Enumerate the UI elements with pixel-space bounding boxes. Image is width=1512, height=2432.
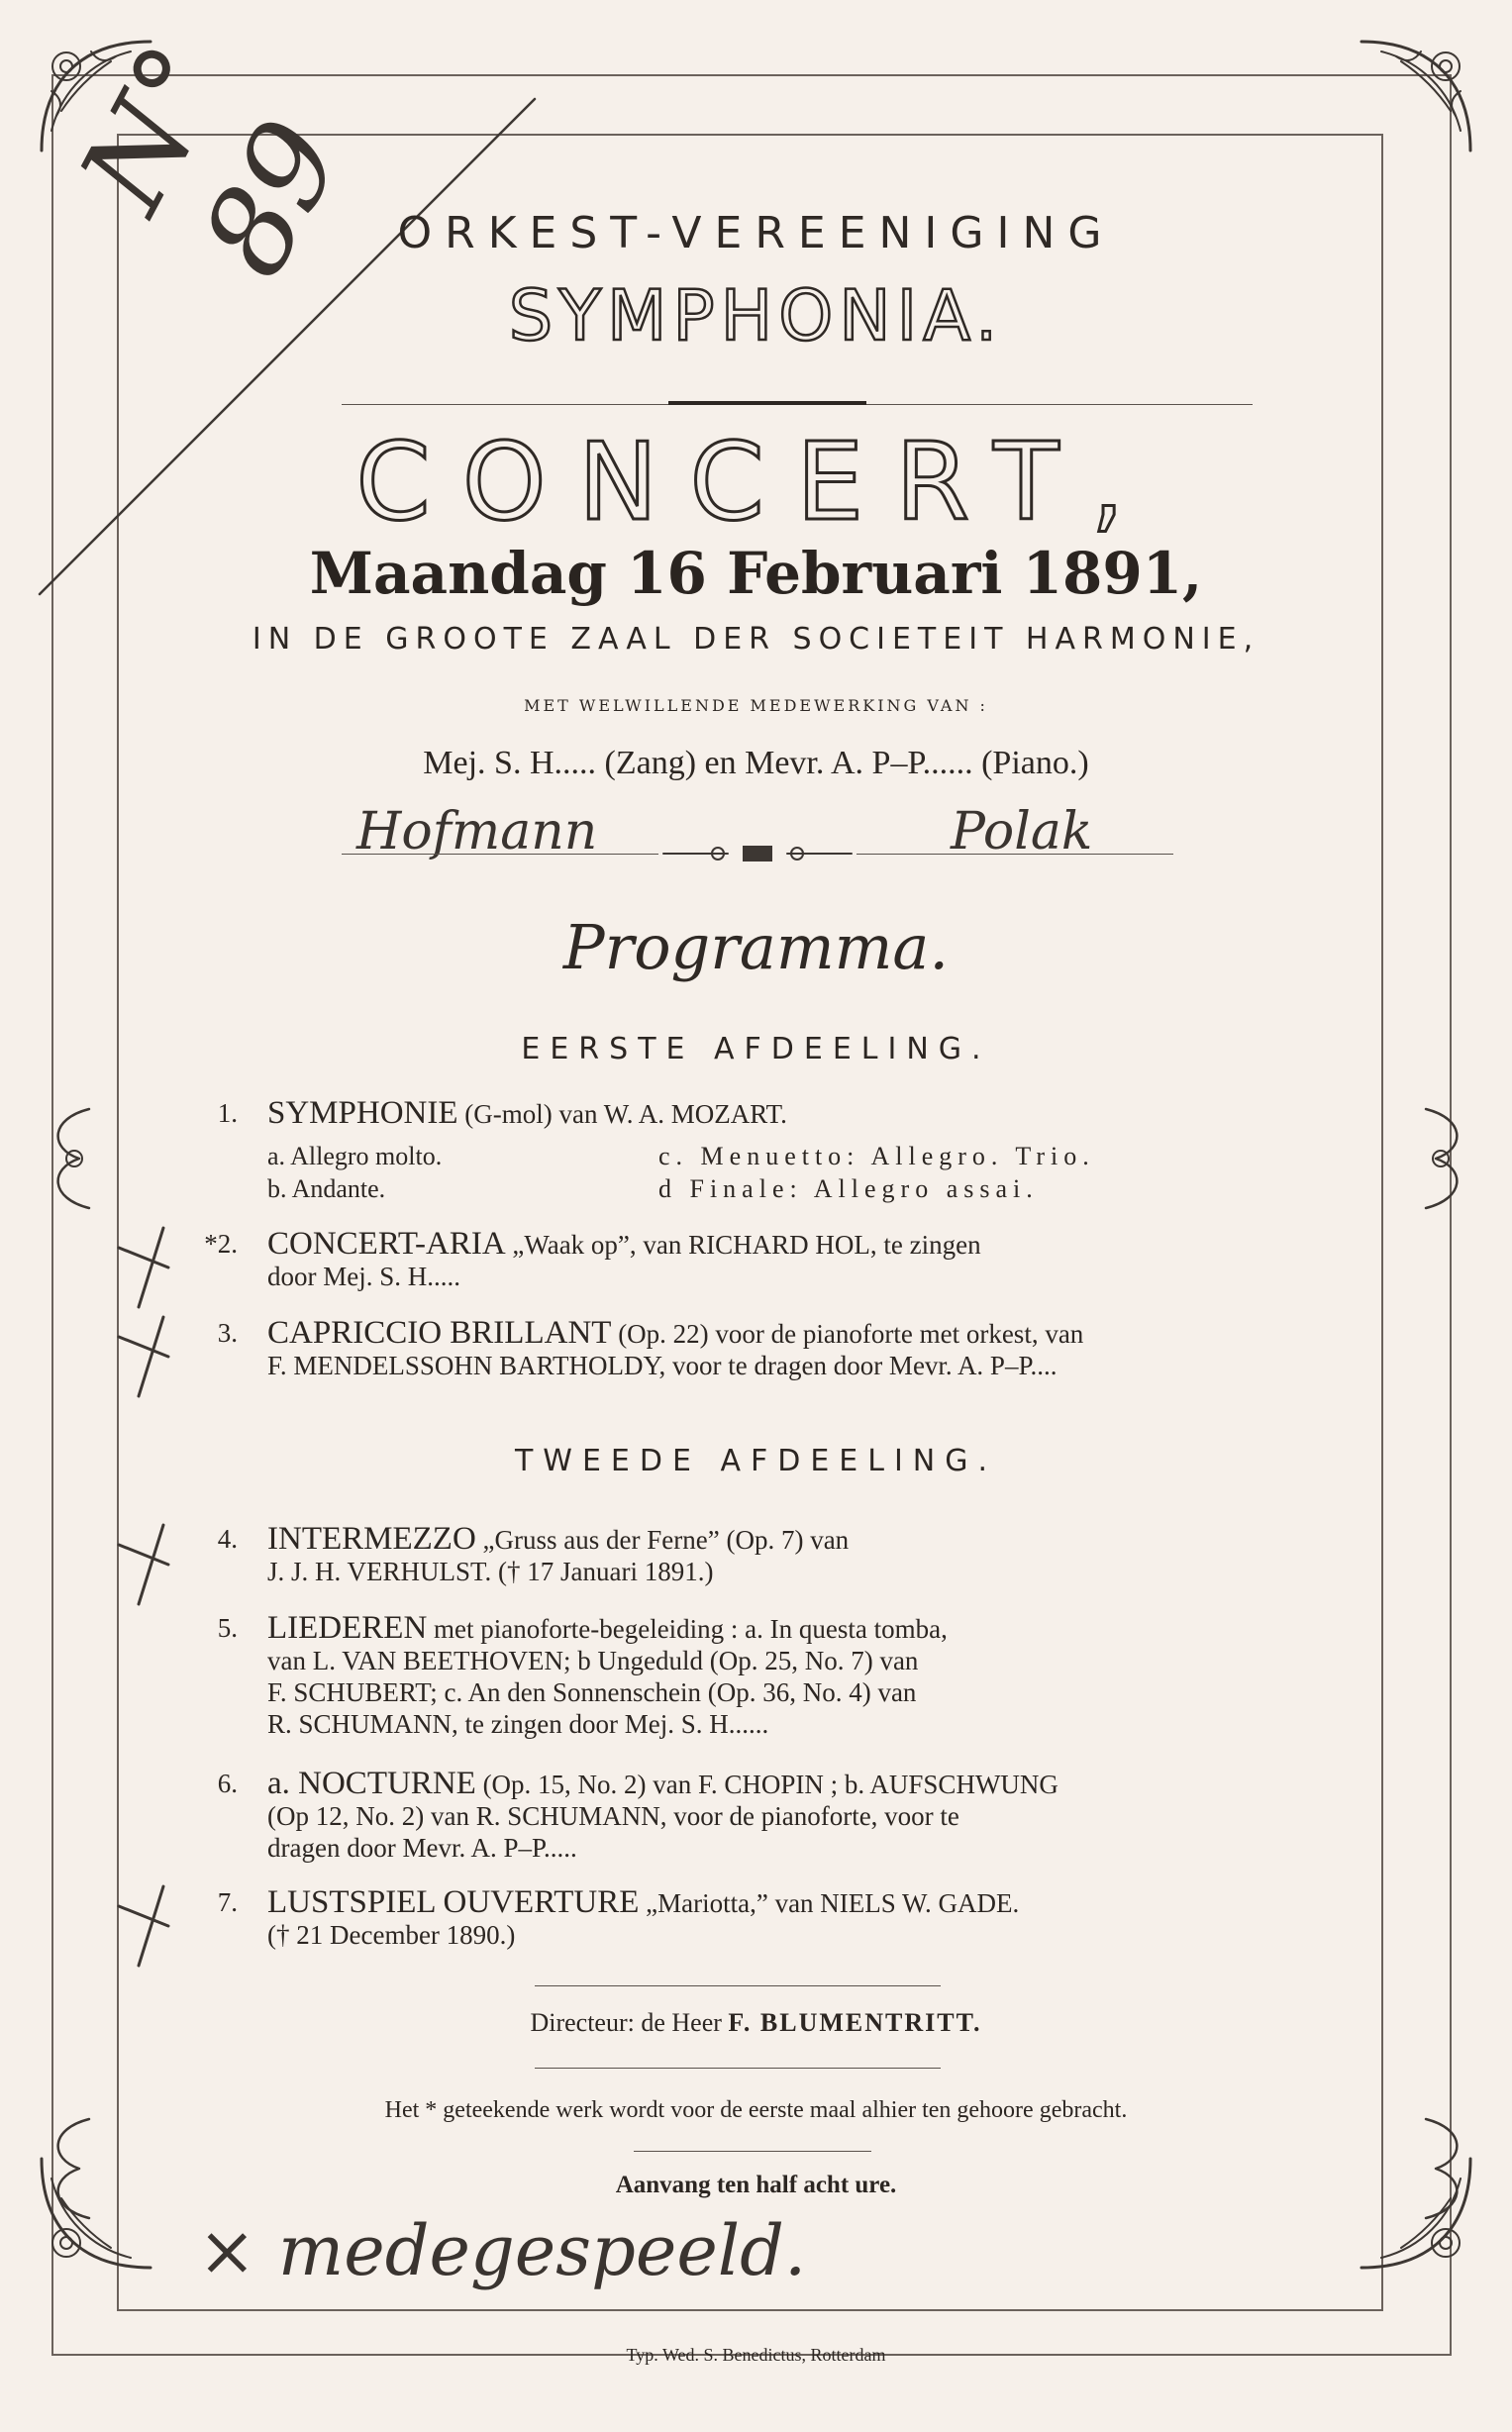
item-number: 6. (217, 1769, 238, 1798)
item-number: 4. (217, 1524, 238, 1554)
item-text-line-2: door Mej. S. H..... (267, 1262, 460, 1291)
item-text-line-2: († 21 December 1890.) (267, 1920, 516, 1950)
item-text-line-1: met pianoforte-begeleiding : a. In questa tomba, (434, 1614, 948, 1644)
handwritten-cross-item-3 (109, 1307, 198, 1406)
program-item-6 (198, 1768, 1307, 1872)
item-text-line-1: „Mariotta,” van NIELS W. GADE. (646, 1888, 1020, 1918)
item-text-line-2: van L. VAN BEETHOVEN; b Ungeduld (Op. 25, No. 7) van (267, 1646, 919, 1675)
footer-rule-3 (634, 2151, 871, 2152)
item-text: (G-mol) van W. A. MOZART. (464, 1099, 787, 1129)
item-title: INTERMEZZO (267, 1521, 476, 1557)
section-second-part: TWEEDE AFDEELING. (514, 1444, 998, 1478)
program-item-3 (198, 1317, 1307, 1386)
item-1-movement-a: a. Allegro molto. (267, 1142, 443, 1170)
programme-title: Programma. (562, 911, 950, 983)
item-title: SYMPHONIE (267, 1095, 458, 1131)
item-text-line-2: F. MENDELSSOHN BARTHOLDY, voor te dragen door Mevr. A. P–P.... (267, 1351, 1058, 1380)
item-text-line-1: „Gruss aus der Ferne” (Op. 7) van (482, 1525, 850, 1555)
printer-credit: Typ. Wed. S. Benedictus, Rotterdam (626, 2345, 886, 2365)
start-time: Aanvang ten half acht ure. (615, 2172, 897, 2198)
divider-right (857, 854, 1173, 855)
program-item-4 (198, 1523, 1307, 1592)
item-1-movement-b: b. Andante. (267, 1174, 386, 1203)
handwritten-number: N° 89 (54, 24, 369, 298)
program-item-2 (198, 1228, 1307, 1297)
item-1-movement-c: c. Menuetto: Allegro. Trio. (658, 1142, 1095, 1170)
cooperation-line: MET WELWILLENDE MEDEWERKING VAN : (524, 696, 988, 715)
item-number: 5. (217, 1613, 238, 1643)
item-title: CONCERT-ARIA (267, 1226, 506, 1262)
item-title: LUSTSPIEL OUVERTURE (267, 1884, 640, 1920)
item-title: a. NOCTURNE (267, 1766, 476, 1801)
item-text-line-3: F. SCHUBERT; c. An den Sonnenschein (Op. 36, No. 4) van (267, 1677, 917, 1707)
item-text-line-1: „Waak op”, van RICHARD HOL, te zingen (512, 1230, 981, 1260)
section-first-part: EERSTE AFDEELING. (521, 1032, 991, 1066)
item-title: CAPRICCIO BRILLANT (267, 1315, 612, 1351)
director-line (0, 2008, 1512, 2038)
orchestra-name: SYMPHONIA. (508, 275, 1004, 356)
handwritten-name-hofmann: Hofmann (356, 802, 598, 861)
item-text-line-3: dragen door Mevr. A. P–P..... (267, 1833, 577, 1863)
divider-flourish (658, 840, 857, 867)
footer-rule-2 (535, 2068, 941, 2069)
director-name: F. BLUMENTRITT. (728, 2008, 982, 2037)
item-text-line-4: R. SCHUMANN, te zingen door Mej. S. H...... (267, 1709, 769, 1739)
concert-heading: CONCERT, (355, 421, 1157, 545)
director-prefix: Directeur: de Heer (530, 2008, 722, 2037)
item-number: 3. (217, 1318, 238, 1348)
handwritten-cross-item-4 (109, 1515, 198, 1614)
program-item-5 (198, 1612, 1307, 1751)
item-number: *2. (204, 1229, 238, 1259)
item-number: 1. (217, 1098, 238, 1128)
handwritten-name-polak: Polak (951, 802, 1093, 861)
concert-date: Maandag 16 Februari 1891, (309, 540, 1203, 607)
soloists-line: Mej. S. H..... (Zang) en Mevr. A. P–P...... (Piano.) (423, 745, 1089, 781)
item-text-line-1: (Op. 15, No. 2) van F. CHOPIN ; b. AUFSCHWUNG (482, 1770, 1058, 1799)
item-text-line-2: J. J. H. VERHULST. († 17 Januari 1891.) (267, 1557, 714, 1586)
item-title: LIEDEREN (267, 1610, 428, 1646)
item-text-line-1: (Op. 22) voor de pianoforte met orkest, van (618, 1319, 1084, 1349)
program-item-7 (198, 1886, 1307, 1956)
item-text-line-2: (Op 12, No. 2) van R. SCHUMANN, voor de pianoforte, voor te (267, 1801, 959, 1831)
premiere-note: Het * geteekende werk wordt voor de eerste maal alhier ten gehoore gebracht. (384, 2097, 1128, 2123)
item-1-movement-d: d Finale: Allegro assai. (658, 1174, 1039, 1203)
handwritten-cross-item-7 (109, 1876, 198, 1976)
item-number: 7. (217, 1887, 238, 1917)
handwritten-cross-item-2 (109, 1218, 198, 1317)
handwritten-note: × medegespeeld. (198, 2210, 807, 2291)
title-rule-bold (668, 401, 866, 405)
footer-rule-1 (535, 1985, 941, 1986)
organization-name: ORKEST-VEREENIGING (397, 208, 1115, 258)
divider-left (342, 854, 658, 855)
venue: IN DE GROOTE ZAAL DER SOCIETEIT HARMONIE, (252, 622, 1260, 657)
